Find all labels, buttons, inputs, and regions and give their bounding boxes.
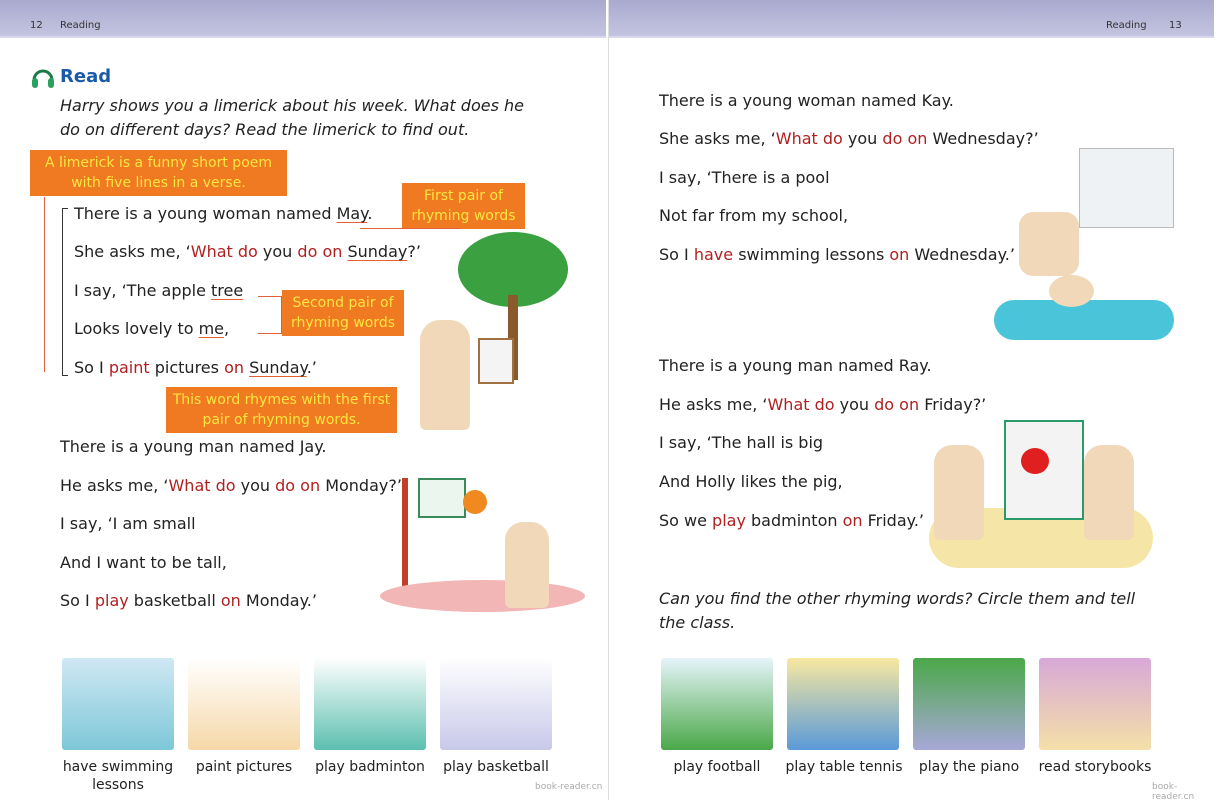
right-page <box>608 0 1214 800</box>
activity-image-swimming <box>62 658 174 750</box>
poem-line <box>659 395 986 415</box>
text-segment: So I <box>659 245 694 264</box>
poem-line <box>659 472 843 492</box>
bracket-line <box>258 296 282 334</box>
poem-line <box>60 553 227 573</box>
callout-second-pair: Second pair of rhyming words <box>282 290 404 336</box>
callout-first-pair: First pair of rhyming words <box>402 183 525 229</box>
text-segment: Monday?’ <box>320 476 402 495</box>
text-segment: And Holly likes the pig, <box>659 472 843 491</box>
text-segment: you <box>842 129 883 148</box>
keyword-text: on <box>889 245 910 264</box>
keyword-text: play <box>94 591 129 610</box>
keyword-text: What do <box>168 476 236 495</box>
section-label: Reading <box>1106 20 1147 31</box>
section-heading: Read <box>60 66 112 87</box>
text-segment: ?’ <box>407 242 421 261</box>
poem-line <box>659 245 1015 265</box>
poem-line <box>74 242 421 262</box>
text-segment: you <box>235 476 276 495</box>
text-segment: I say, ‘The apple <box>74 281 212 300</box>
keyword-text: do on <box>882 129 928 148</box>
activity-image-painting <box>188 658 300 750</box>
pool-illustration <box>994 300 1174 340</box>
text-segment: , <box>224 319 230 338</box>
poem-line <box>74 281 243 301</box>
activity-label: have swimming lessons <box>62 759 174 793</box>
school-building-illustration <box>1079 148 1174 228</box>
poem-line <box>60 437 326 457</box>
rhyme-word: Sunday <box>249 358 307 377</box>
rhyme-word: Sunday <box>347 242 408 261</box>
activity-label: play basketball <box>443 759 549 775</box>
text-segment: Monday.’ <box>240 591 317 610</box>
keyword-text: What do <box>190 242 258 261</box>
poem-line <box>659 91 954 111</box>
activity-label: paint pictures <box>195 759 293 775</box>
rhyme-word: May <box>336 204 368 223</box>
keyword-text: on <box>842 511 863 530</box>
activity-image-table-tennis <box>787 658 899 750</box>
swimmer-illustration <box>1049 275 1094 307</box>
girl-badminton-illustration <box>934 445 984 540</box>
text-segment: Friday.’ <box>862 511 924 530</box>
verse-bracket <box>62 208 68 376</box>
intro-text: Harry shows you a limerick about his week. What does he do on different days? Read the limerick to find out. <box>60 96 524 139</box>
basketball-illustration <box>463 490 487 514</box>
activity-image-storybooks <box>1039 658 1151 750</box>
callout-limerick-definition: A limerick is a funny short poem with five lines in a verse. <box>30 150 287 196</box>
keyword-text: What do <box>767 395 835 414</box>
header-band <box>609 0 1214 38</box>
keyword-text: on <box>224 358 244 377</box>
activity-label: read storybooks <box>1038 759 1152 775</box>
poem-line <box>659 168 830 188</box>
text-segment: So we <box>659 511 713 530</box>
text-segment: Wednesday?’ <box>927 129 1039 148</box>
text-segment: There is a young man named Jay. <box>60 437 327 456</box>
text-segment: badminton <box>745 511 843 530</box>
keyword-text: do on <box>275 476 321 495</box>
text-segment: swimming lessons <box>733 245 890 264</box>
keyword-text: play <box>712 511 746 530</box>
activity-image-piano <box>913 658 1025 750</box>
keyword-text: do on <box>297 242 343 261</box>
text-segment: She asks me, ‘ <box>659 129 776 148</box>
text-segment: There is a young woman named Kay. <box>659 91 954 110</box>
header-band <box>0 0 606 38</box>
text-segment: She asks me, ‘ <box>74 242 191 261</box>
text-segment: basketball <box>128 591 221 610</box>
text-segment: Looks lovely to <box>74 319 199 338</box>
poem-line <box>60 514 196 534</box>
callout-rhyme-note: This word rhymes with the first pair of rhyming words. <box>166 387 397 433</box>
poem-line <box>659 206 848 226</box>
text-segment: I say, ‘The hall is big <box>659 433 824 452</box>
text-segment: you <box>834 395 875 414</box>
easel-illustration <box>478 338 514 384</box>
activity-label: play the piano <box>918 759 1020 775</box>
poem-line <box>60 476 402 496</box>
section-label: Reading <box>60 20 101 31</box>
bracket-line <box>360 228 460 229</box>
text-segment: Friday?’ <box>919 395 987 414</box>
text-segment: He asks me, ‘ <box>60 476 169 495</box>
boy-basketball-illustration <box>505 522 549 608</box>
poem-line <box>74 204 372 224</box>
keyword-text: on <box>220 591 241 610</box>
watermark: book-reader.cn <box>1152 782 1195 802</box>
lifeguard-illustration <box>1019 212 1079 276</box>
text-segment: .’ <box>306 358 317 377</box>
activity-label: play table tennis <box>785 759 903 775</box>
poem-line <box>659 356 932 376</box>
poem-line <box>659 511 924 531</box>
text-segment: And I want to be tall, <box>60 553 227 572</box>
pig-illustration <box>1021 448 1049 474</box>
activity-image-basketball <box>440 658 552 750</box>
bracket-line <box>44 197 45 372</box>
court-illustration <box>380 580 585 612</box>
boy-badminton-illustration <box>1084 445 1134 540</box>
text-segment: So I <box>74 358 109 377</box>
keyword-text: do on <box>874 395 920 414</box>
text-segment: There is a young man named Ray. <box>659 356 932 375</box>
headphones-icon <box>30 64 56 90</box>
activity-image-football <box>661 658 773 750</box>
text-segment: pictures <box>149 358 225 377</box>
text-segment: Not far from my school, <box>659 206 849 225</box>
activity-image-badminton <box>314 658 426 750</box>
poem-line <box>60 591 317 611</box>
poem-line <box>74 319 229 339</box>
question-text: Can you find the other rhyming words? Circle them and tell the class. <box>659 589 1136 632</box>
rhyme-word: tree <box>211 281 244 300</box>
poem-line <box>659 129 1039 149</box>
rhyme-word: me <box>198 319 225 338</box>
text-segment: I say, ‘I am small <box>60 514 196 533</box>
keyword-text: paint <box>108 358 150 377</box>
boy-painting-illustration <box>420 320 470 430</box>
poem-line <box>659 433 823 453</box>
page-number: 12 <box>30 20 43 31</box>
poem-line <box>74 358 317 378</box>
backboard-illustration <box>418 478 466 518</box>
text-segment: He asks me, ‘ <box>659 395 768 414</box>
text-segment: Wednesday.’ <box>909 245 1015 264</box>
keyword-text: What do <box>775 129 843 148</box>
text-segment: you <box>257 242 298 261</box>
activity-label: play football <box>673 759 761 775</box>
text-segment: There is a young woman named <box>74 204 337 223</box>
text-segment: . <box>367 204 373 223</box>
activity-label: play badminton <box>315 759 425 775</box>
text-segment: I say, ‘There is a pool <box>659 168 830 187</box>
left-page <box>0 0 606 800</box>
keyword-text: have <box>693 245 734 264</box>
page-number: 13 <box>1169 20 1182 31</box>
text-segment: So I <box>60 591 95 610</box>
watermark: book-reader.cn <box>535 782 603 792</box>
